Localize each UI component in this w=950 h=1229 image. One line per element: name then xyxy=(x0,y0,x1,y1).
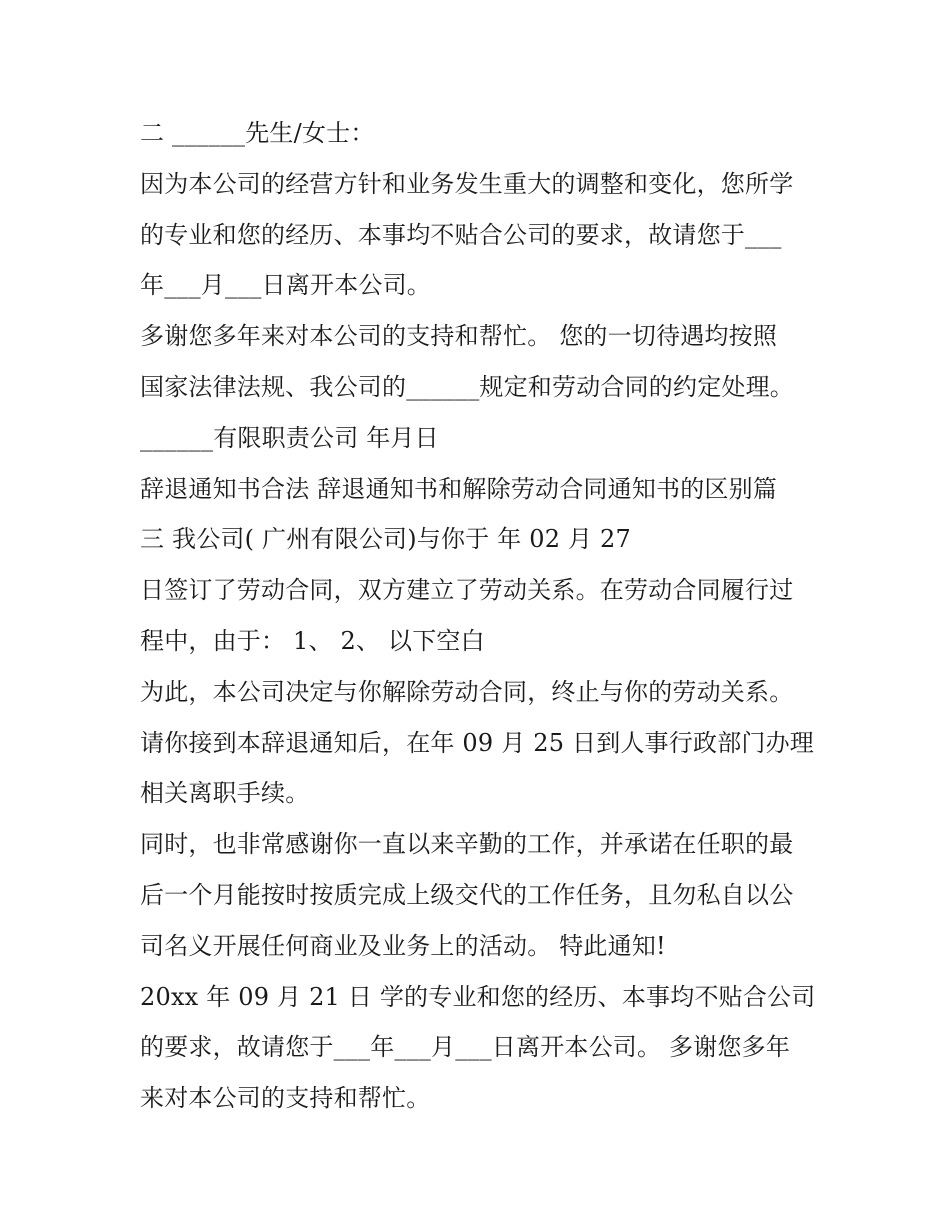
text-line: 辞退通知书合法 辞退通知书和解除劳动合同通知书的区别篇 xyxy=(140,474,778,503)
text-line: 年___月___日离开本公司。 xyxy=(140,271,431,300)
text-line: 来对本公司的支持和帮忙。 xyxy=(140,1084,431,1113)
text-line: 三 我公司( 广州有限公司)与你于 年 02 月 27 xyxy=(140,525,631,554)
text-line: 请你接到本辞退通知后，在年 09 月 25 日到人事行政部门办理 xyxy=(140,728,814,757)
text-line: 二 ______先生/女士： xyxy=(140,119,375,147)
document-body xyxy=(140,108,820,1124)
text-line: 多谢您多年来对本公司的支持和帮忙。 您的一切待遇均按照 xyxy=(140,322,778,351)
text-line: 日签订了劳动合同，双方建立了劳动关系。在劳动合同履行过 xyxy=(140,576,794,605)
text-line: 20xx 年 09 月 21 日 学的专业和您的经历、本事均不贴合公司 xyxy=(140,982,816,1011)
text-line: 为此，本公司决定与你解除劳动合同，终止与你的劳动关系。 xyxy=(140,677,794,706)
text-line: 相关离职手续。 xyxy=(140,779,310,808)
text-line: 司名义开展任何商业及业务上的活动。 特此通知! xyxy=(140,931,666,960)
text-line: 的专业和您的经历、本事均不贴合公司的要求，故请您于___ xyxy=(140,220,782,249)
text-line: 国家法律法规、我公司的______规定和劳动合同的约定处理。 xyxy=(140,372,794,401)
text-line: 程中，由于： 1、 2、 以下空白 xyxy=(140,626,485,655)
text-line: 因为本公司的经营方针和业务发生重大的调整和变化，您所学 xyxy=(140,169,794,198)
text-line: ______有限职责公司 年月日 xyxy=(140,423,439,452)
text-line: 后一个月能按时按质完成上级交代的工作任务，且勿私自以公 xyxy=(140,880,794,909)
text-line: 同时，也非常感谢你一直以来辛勤的工作，并承诺在任职的最 xyxy=(140,830,794,859)
text-line: 的要求，故请您于___年___月___日离开本公司。 多谢您多年 xyxy=(140,1033,791,1062)
